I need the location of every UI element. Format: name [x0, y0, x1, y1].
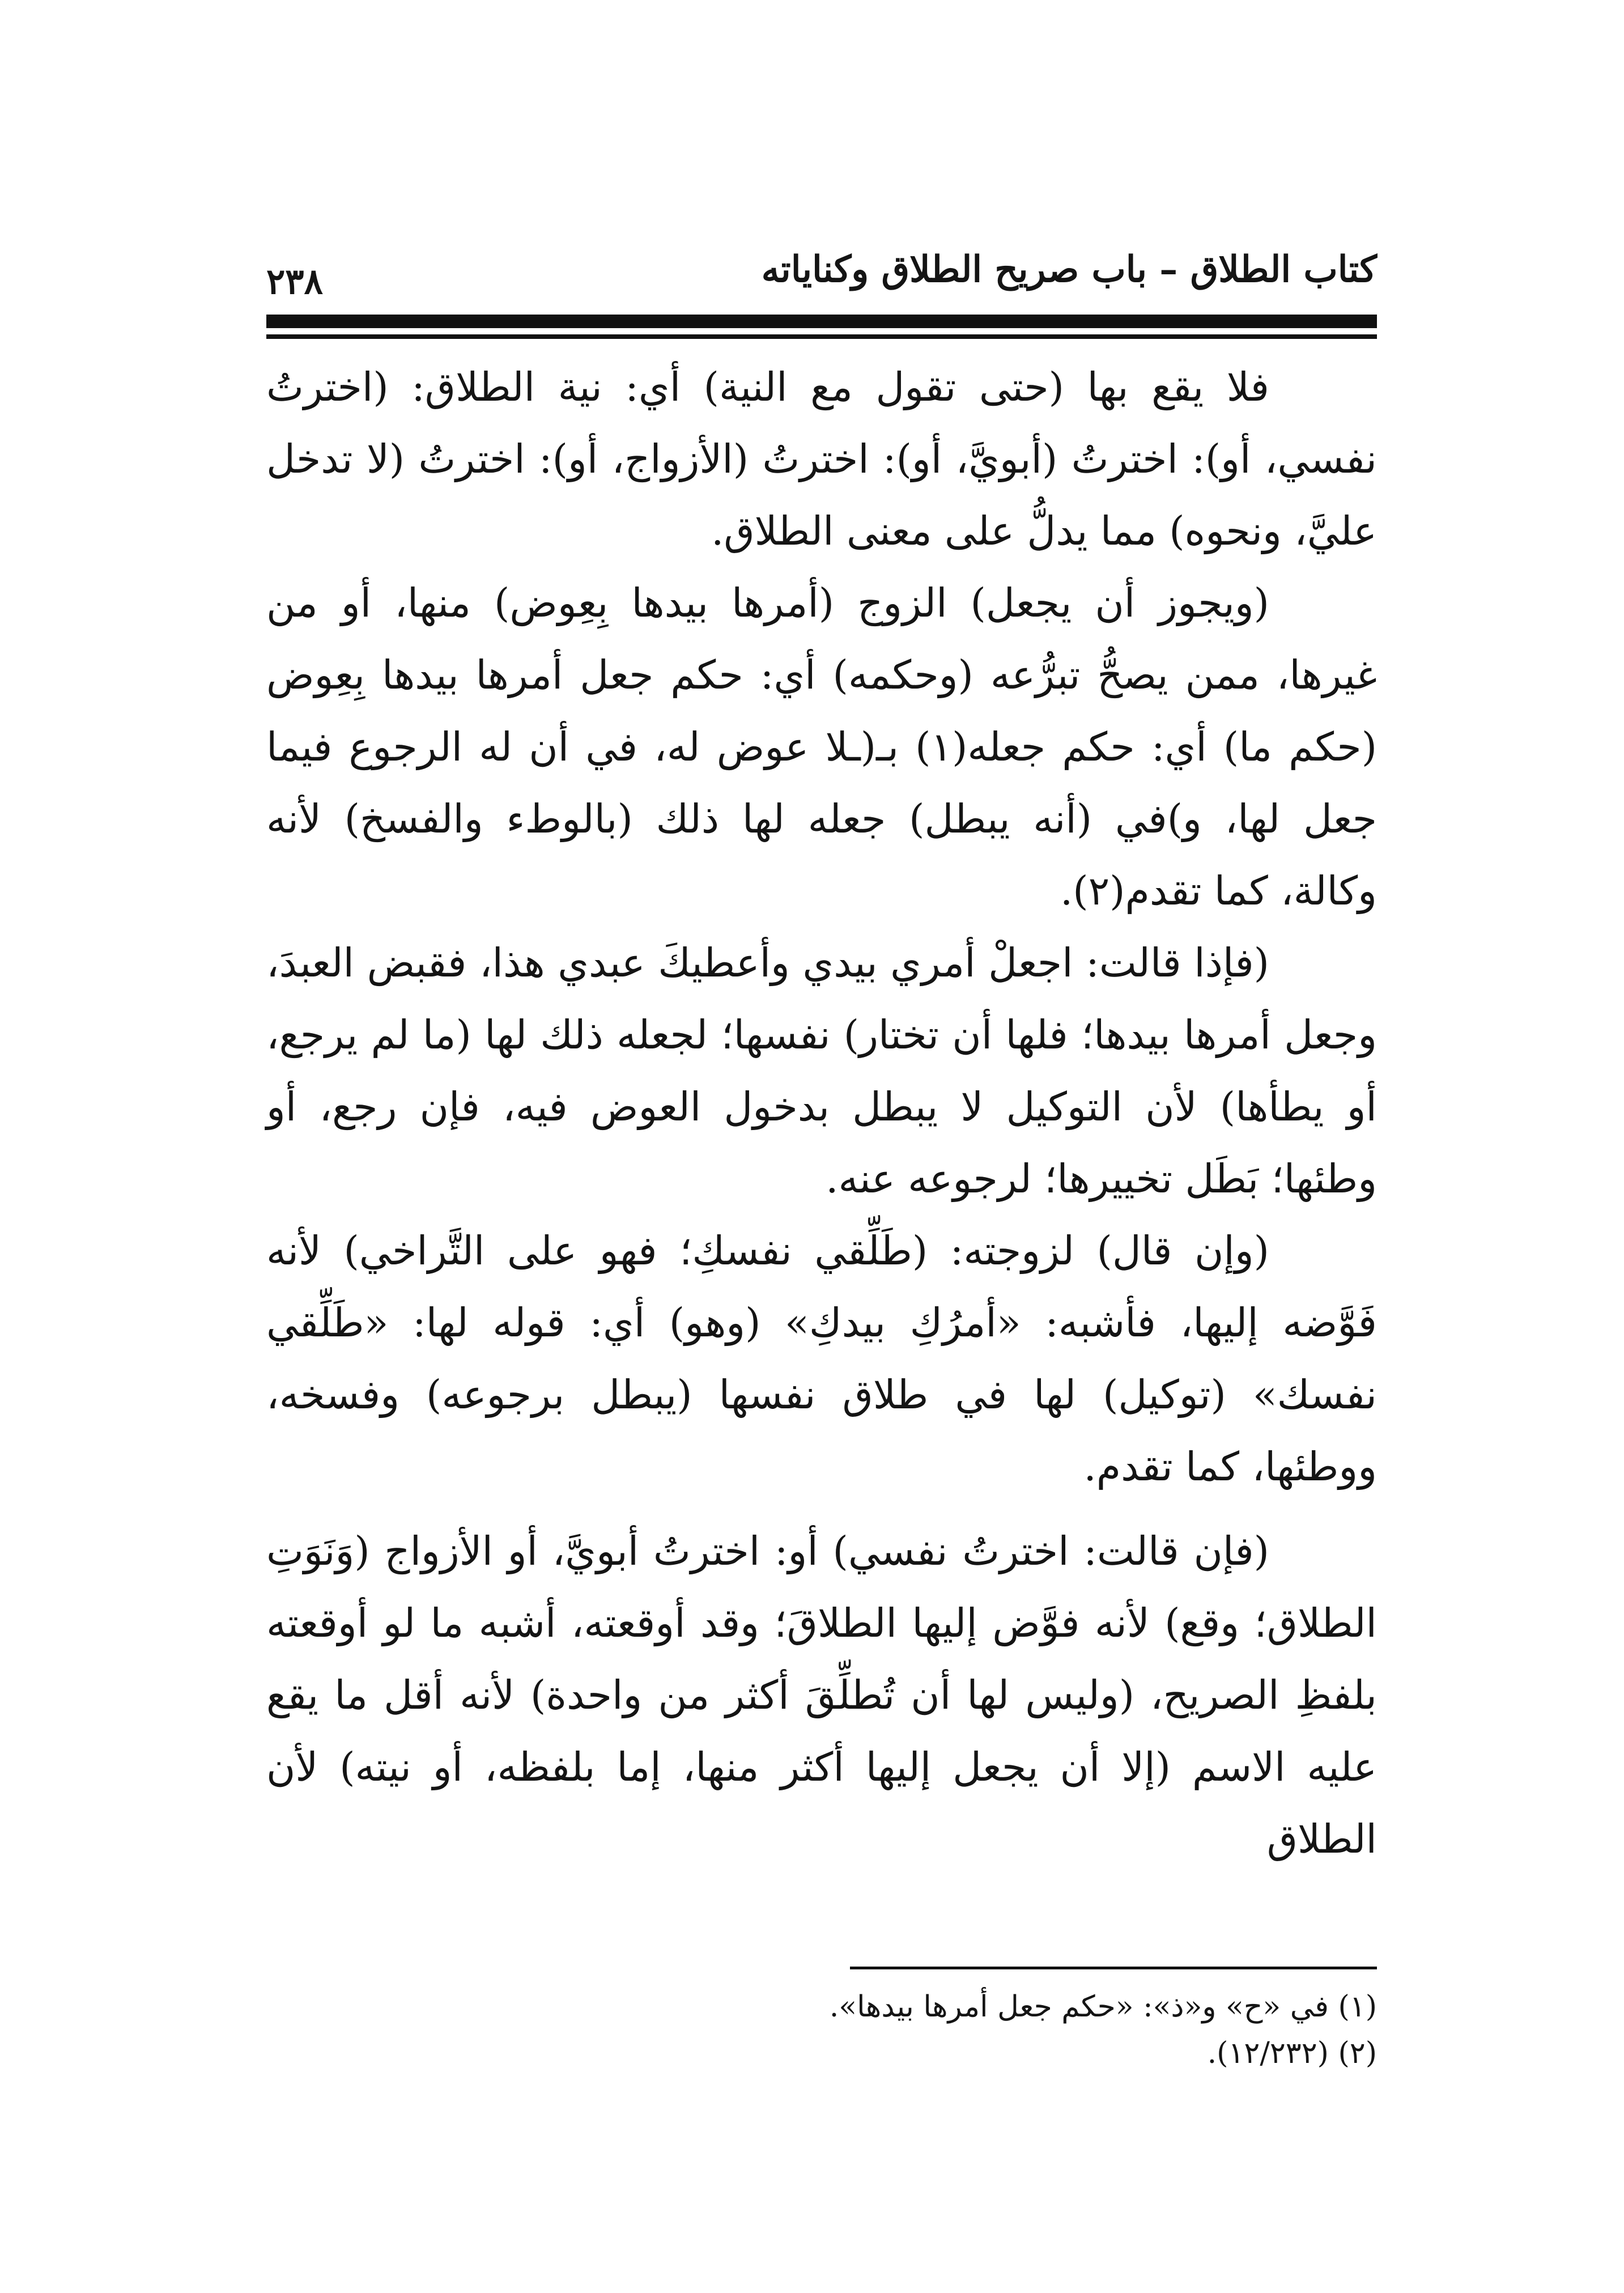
main-text: [266, 351, 1377, 1875]
footnote: (٢) (١٢/٢٣٢).: [1207, 2036, 1377, 2070]
page-number: ٢٣٨: [266, 261, 323, 302]
paragraph: (فإذا قالت: اجعلْ أمري بيدي وأعطيكَ عبدي هذا، فقبض العبدَ، وجعل أمرها بيدها؛ فلها أن تختار) نفسها؛ لجعله ذلك لها (ما لم يرجع، أو يطأها) لأن التوكيل لا يبطل بدخول العوض فيه، فإن رجع، أو وطئها؛ بَطَل تخييرها؛ لرجوعه عنه.: [266, 940, 1377, 1202]
header-divider-thin: [266, 334, 1377, 339]
chapter-title: كتاب الطلاق – باب صريح الطلاق وكناياته: [761, 248, 1377, 291]
paragraph: (ويجوز أن يجعل) الزوج (أمرها بيدها بِعِوض) منها، أو من غيرها، ممن يصحُّ تبرُّعه (وحكمه) أي: حكم جعل أمرها بيدها بِعِوض (حكم ما) أي: حكم جعله(١) بـ(ـلا عوض له، في أن له الرجوع فيما جعل لها، و)في (أنه يبطل) جعله لها ذلك (بالوطء والفسخ) لأنه وكالة، كما تقدم(٢).: [266, 580, 1378, 914]
footnote-divider: [850, 1967, 1377, 1969]
paragraph: (فإن قالت: اخترتُ نفسي) أو: اخترتُ أبويَّ، أو الأزواج (وَنَوَتِ الطلاق؛ وقع) لأنه فوَّض إليها الطلاقَ؛ وقد أوقعته، أشبه ما لو أوقعته بلفظِ الصريح، (وليس لها أن تُطلِّقَ أكثر من واحدة) لأنه أقل ما يقع عليه الاسم (إلا أن يجعل إليها أكثر منها، إما بلفظه، أو نيته) لأن الطلاق: [266, 1528, 1377, 1862]
header-divider-thick: [266, 315, 1377, 328]
footnotes: [266, 1984, 1377, 2077]
footnote: (١) في «ح» و«ذ»: «حكم جعل أمرها بيدها».: [829, 1990, 1377, 2024]
paragraph: فلا يقع بها (حتى تقول مع النية) أي: نية الطلاق: (اخترتُ نفسي، أو): اخترتُ (أبويَّ، أو): اخترتُ (الأزواج، أو): اخترتُ (لا تدخل عليَّ، ونحوه) مما يدلُّ على معنى الطلاق.: [266, 364, 1377, 554]
paragraph: (وإن قال) لزوجته: (طَلِّقي نفسكِ؛ فهو على التَّراخي) لأنه فَوَّضه إليها، فأشبه: «أمرُكِ بيدكِ» (وهو) أي: قوله لها: «طَلِّقي نفسك» (توكيل) لها في طلاق نفسها (يبطل برجوعه) وفسخه، ووطئها، كما تقدم.: [266, 1228, 1377, 1490]
running-header: [266, 238, 1377, 306]
